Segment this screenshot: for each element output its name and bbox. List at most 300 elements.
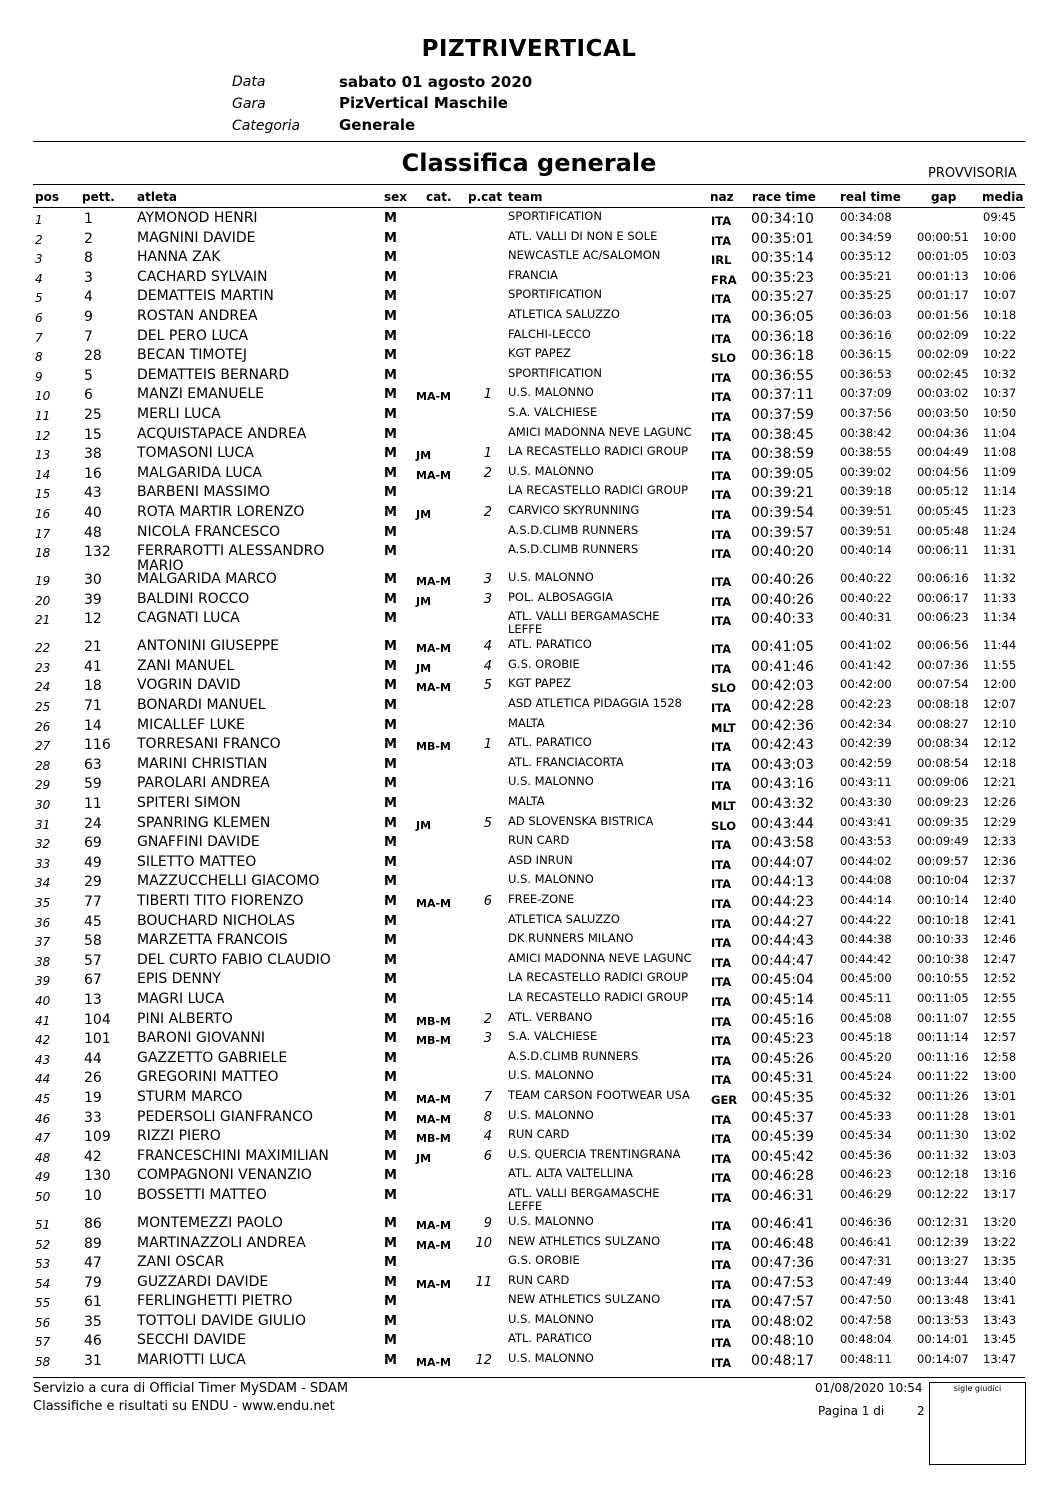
row-real-time: 00:45:32 (840, 1088, 892, 1103)
row-gap: 00:02:09 (917, 347, 969, 362)
row-nationality: ITA (711, 1277, 732, 1292)
row-position: 42 (35, 1033, 51, 1048)
row-position: 55 (35, 1296, 51, 1311)
row-category-position: 3 (483, 1031, 492, 1047)
row-pace: 12:00 (983, 677, 1017, 692)
document-title: PIZTRIVERTICAL (421, 36, 637, 62)
row-nationality: ITA (711, 701, 732, 716)
row-pace: 13:00 (983, 1069, 1017, 1084)
row-nationality: ITA (711, 1151, 732, 1166)
row-team: RUN CARD (508, 1127, 570, 1142)
row-nationality: ITA (711, 1171, 732, 1186)
row-real-time: 00:44:02 (840, 853, 892, 868)
row-position: 49 (35, 1170, 51, 1185)
row-nationality: ITA (711, 1132, 732, 1147)
row-athlete: MANZI EMANUELE (137, 386, 265, 403)
footer-service: Servizio a cura di Official Timer MySDAM - SDAM (33, 1381, 349, 1396)
row-bib: 89 (84, 1235, 102, 1252)
row-gap: 00:03:02 (917, 386, 969, 401)
row-nationality: ITA (711, 916, 732, 931)
row-pace: 13:01 (983, 1108, 1017, 1123)
row-race-time: 00:36:55 (751, 367, 814, 384)
row-real-time: 00:45:20 (840, 1049, 892, 1064)
row-real-time: 00:47:49 (840, 1273, 892, 1288)
row-real-time: 00:44:38 (840, 932, 892, 947)
status-label: PROVVISORIA (928, 166, 1017, 181)
row-gap: 00:11:28 (917, 1108, 969, 1123)
row-sex: M (384, 737, 397, 753)
row-pace: 12:12 (983, 736, 1017, 751)
row-race-time: 00:42:03 (751, 678, 814, 695)
row-gap: 00:07:36 (917, 657, 969, 672)
row-position: 52 (35, 1237, 51, 1252)
row-gap: 00:13:27 (917, 1254, 969, 1269)
row-bib: 28 (84, 348, 102, 365)
row-sex: M (384, 544, 397, 560)
row-team: SPORTIFICATION (508, 209, 602, 223)
row-nationality: ITA (711, 1238, 732, 1253)
row-pace: 10:07 (983, 288, 1017, 303)
footer-datetime: 01/08/2020 10:54 (815, 1381, 923, 1395)
row-athlete: BALDINI ROCCO (137, 590, 250, 607)
row-team: RUN CARD (508, 1272, 570, 1287)
row-position: 22 (35, 641, 51, 656)
row-real-time: 00:39:51 (840, 523, 892, 538)
row-team (508, 1187, 660, 1213)
row-bib: 49 (84, 854, 102, 871)
row-nationality: ITA (711, 575, 732, 590)
row-position: 11 (35, 408, 51, 423)
row-race-time: 00:36:18 (751, 328, 814, 345)
row-pace: 12:29 (983, 814, 1017, 829)
row-team: A.S.D.CLIMB RUNNERS (508, 1048, 639, 1063)
table-row (0, 610, 1058, 638)
row-category: MA-M (416, 1112, 451, 1126)
row-athlete: GUZZARDI DAVIDE (137, 1273, 269, 1290)
row-nationality: ITA (711, 1258, 732, 1273)
row-real-time: 00:48:11 (840, 1352, 892, 1367)
row-nationality: ITA (711, 936, 732, 951)
row-gap: 00:11:16 (917, 1049, 969, 1064)
table-row (0, 677, 1058, 697)
row-athlete (137, 544, 324, 574)
row-athlete: PEDERSOLI GIANFRANCO (137, 1108, 314, 1125)
row-real-time: 00:38:55 (840, 445, 892, 460)
row-real-time: 00:35:25 (840, 288, 892, 303)
row-position: 53 (35, 1257, 51, 1272)
row-position: 19 (35, 574, 51, 589)
row-category-position: 2 (483, 1011, 492, 1027)
row-category-position: 4 (483, 658, 492, 674)
row-sex: M (384, 387, 397, 403)
row-race-time: 00:41:05 (751, 639, 814, 656)
row-real-time: 00:46:36 (840, 1214, 892, 1229)
row-athlete: MARINI CHRISTIAN (137, 755, 268, 772)
row-real-time: 00:46:23 (840, 1167, 892, 1182)
row-real-time: 00:37:56 (840, 405, 892, 420)
row-position: 20 (35, 593, 51, 608)
row-athlete: TORRESANI FRANCO (137, 736, 281, 753)
row-athlete: GREGORINI MATTEO (137, 1069, 279, 1086)
row-position: 14 (35, 467, 51, 482)
table-row (0, 484, 1058, 504)
row-position: 46 (35, 1111, 51, 1126)
row-pace: 13:43 (983, 1312, 1017, 1327)
row-nationality: ITA (711, 1073, 732, 1088)
row-position: 43 (35, 1052, 51, 1067)
row-race-time: 00:35:23 (751, 269, 814, 286)
row-sex: M (384, 1050, 397, 1066)
row-sex: M (384, 1235, 397, 1251)
table-row (0, 1089, 1058, 1109)
row-nationality: GER (711, 1092, 738, 1107)
row-race-time: 00:40:26 (751, 572, 814, 589)
row-athlete: RIZZI PIERO (137, 1128, 221, 1145)
row-athlete: CACHARD SYLVAIN (137, 268, 268, 285)
row-athlete: MALGARIDA LUCA (137, 464, 263, 481)
row-gap: 00:12:22 (917, 1186, 969, 1201)
row-real-time: 00:43:11 (840, 775, 892, 790)
row-real-time: 00:40:22 (840, 590, 892, 605)
row-team: U.S. MALONNO (508, 1068, 594, 1083)
row-bib: 71 (84, 698, 102, 715)
row-gap: 00:08:27 (917, 716, 969, 731)
row-real-time: 00:45:34 (840, 1128, 892, 1143)
row-team-line2: LEFFE (508, 1198, 543, 1213)
table-row (0, 1215, 1058, 1235)
row-sex: M (384, 1313, 397, 1329)
row-sex: M (384, 308, 397, 324)
row-nationality: ITA (711, 994, 732, 1009)
row-nationality: ITA (711, 838, 732, 853)
row-category: MA-M (416, 1356, 451, 1370)
row-bib: 14 (84, 717, 102, 734)
table-row (0, 1235, 1058, 1255)
row-bib: 69 (84, 835, 102, 852)
row-nationality: ITA (711, 877, 732, 892)
row-real-time: 00:36:03 (840, 307, 892, 322)
row-gap: 00:11:26 (917, 1088, 969, 1103)
row-real-time: 00:45:33 (840, 1108, 892, 1123)
row-race-time: 00:44:13 (751, 874, 814, 891)
row-pace: 11:09 (983, 464, 1017, 479)
date-value: sabato 01 agosto 2020 (339, 73, 533, 91)
row-pace: 12:46 (983, 932, 1017, 947)
row-athlete: DEMATTEIS BERNARD (137, 366, 290, 383)
row-nationality: SLO (711, 681, 736, 696)
row-gap: 00:11:30 (917, 1128, 969, 1143)
row-team: S.A. VALCHIESE (508, 404, 598, 419)
row-real-time: 00:44:08 (840, 873, 892, 888)
row-bib: 21 (84, 639, 102, 656)
row-bib: 109 (84, 1129, 111, 1146)
row-position: 25 (35, 700, 51, 715)
row-position: 13 (35, 448, 51, 463)
row-bib: 43 (84, 485, 102, 502)
row-gap: 00:02:09 (917, 327, 969, 342)
table-row (0, 524, 1058, 544)
row-athlete: HANNA ZAK (137, 249, 221, 266)
row-gap: 00:13:48 (917, 1293, 969, 1308)
row-team-line1: ATL. VALLI BERGAMASCHE (508, 1185, 660, 1200)
row-sex: M (384, 446, 397, 462)
row-athlete: FERLINGHETTI PIETRO (137, 1293, 293, 1310)
table-row (0, 367, 1058, 387)
row-team: A.S.D.CLIMB RUNNERS (508, 522, 639, 537)
row-pace: 13:17 (983, 1186, 1017, 1201)
row-real-time: 00:46:29 (840, 1186, 892, 1201)
row-pace: 10:37 (983, 386, 1017, 401)
row-pace: 12:26 (983, 795, 1017, 810)
row-pace: 11:33 (983, 590, 1017, 605)
row-sex: M (384, 465, 397, 481)
row-bib: 8 (84, 250, 93, 267)
row-sex: M (384, 269, 397, 285)
row-gap: 00:09:06 (917, 775, 969, 790)
row-category-position: 11 (475, 1274, 492, 1290)
row-team-line1: ATL. VALLI BERGAMASCHE (508, 609, 660, 624)
row-athlete: ROTA MARTIR LORENZO (137, 503, 305, 520)
row-position: 17 (35, 526, 51, 541)
row-team: LA RECASTELLO RADICI GROUP (508, 970, 689, 985)
row-nationality: ITA (711, 1014, 732, 1029)
row-bib: 25 (84, 406, 102, 423)
row-bib: 44 (84, 1050, 102, 1067)
row-team: DK RUNNERS MILANO (508, 931, 634, 946)
row-position: 31 (35, 817, 51, 832)
row-real-time: 00:37:09 (840, 386, 892, 401)
table-row (0, 1187, 1058, 1215)
row-team: U.S. MALONNO (508, 570, 594, 585)
row-nationality: ITA (711, 779, 732, 794)
row-nationality: ITA (711, 1297, 732, 1312)
row-bib: 19 (84, 1089, 102, 1106)
row-category-position: 1 (483, 387, 492, 403)
row-position: 41 (35, 1013, 51, 1028)
row-gap: 00:06:17 (917, 590, 969, 605)
table-row (0, 971, 1058, 991)
row-bib: 5 (84, 367, 93, 384)
row-nationality: ITA (711, 857, 732, 872)
row-sex: M (384, 678, 397, 694)
row-category: MB-M (416, 740, 451, 754)
row-race-time: 00:41:46 (751, 658, 814, 675)
row-category-position: 1 (483, 737, 492, 753)
row-pace: 13:16 (983, 1167, 1017, 1182)
row-bib: 48 (84, 524, 102, 541)
row-category: MA-M (416, 390, 451, 404)
row-race-time: 00:46:31 (751, 1187, 814, 1204)
row-sex: M (384, 1274, 397, 1290)
row-pace: 12:33 (983, 834, 1017, 849)
table-row (0, 1109, 1058, 1129)
row-race-time: 00:47:53 (751, 1274, 814, 1291)
row-bib: 29 (84, 874, 102, 891)
row-gap: 00:06:16 (917, 571, 969, 586)
row-athlete: MAGRI LUCA (137, 990, 225, 1007)
row-gap: 00:01:56 (917, 307, 969, 322)
row-race-time: 00:42:43 (751, 737, 814, 754)
row-nationality: ITA (711, 370, 732, 385)
row-gap: 00:07:54 (917, 677, 969, 692)
table-row (0, 288, 1058, 308)
row-bib: 86 (84, 1215, 102, 1232)
table-row (0, 638, 1058, 658)
table-top-rule (33, 184, 1025, 185)
row-position: 15 (35, 487, 51, 502)
row-race-time: 00:37:59 (751, 406, 814, 423)
table-row (0, 1069, 1058, 1089)
row-real-time: 00:44:14 (840, 893, 892, 907)
row-gap: 00:11:05 (917, 990, 969, 1005)
race-label: Gara (232, 96, 266, 112)
row-athlete: MARZETTA FRANCOIS (137, 932, 288, 949)
row-sex: M (384, 658, 397, 674)
row-gap: 00:09:57 (917, 853, 969, 868)
table-row (0, 1274, 1058, 1294)
row-real-time: 00:40:31 (840, 610, 892, 625)
row-race-time: 00:43:32 (751, 796, 814, 813)
row-gap: 00:11:22 (917, 1069, 969, 1084)
row-pace: 12:37 (983, 873, 1017, 888)
row-bib: 7 (84, 328, 93, 345)
table-row (0, 542, 1058, 575)
row-real-time: 00:46:41 (840, 1234, 892, 1249)
row-pace: 13:02 (983, 1128, 1017, 1143)
col-header-media: media (982, 190, 1024, 204)
row-race-time: 00:35:01 (751, 230, 814, 247)
row-category-position: 4 (483, 639, 492, 655)
row-position: 47 (35, 1131, 51, 1146)
row-category-position: 1 (483, 446, 492, 462)
row-pace: 12:41 (983, 912, 1017, 927)
table-row (0, 1167, 1058, 1187)
row-athlete: ANTONINI GIUSEPPE (137, 638, 279, 655)
row-gap: 00:02:45 (917, 366, 969, 381)
row-team: FALCHI-LECCO (508, 326, 591, 341)
row-athlete: ACQUISTAPACE ANDREA (137, 425, 307, 442)
row-team: FRANCIA (508, 267, 558, 282)
row-position: 44 (35, 1072, 51, 1087)
row-race-time: 00:37:11 (751, 387, 814, 404)
row-athlete: BARONI GIOVANNI (137, 1030, 266, 1047)
row-real-time: 00:43:41 (840, 814, 892, 829)
row-nationality: ITA (711, 642, 732, 657)
row-athlete: DEL CURTO FABIO CLAUDIO (137, 951, 331, 968)
row-position: 1 (35, 213, 43, 227)
row-gap: 00:10:33 (917, 932, 969, 947)
row-category: JM (416, 449, 432, 463)
row-race-time: 00:40:20 (751, 544, 814, 561)
row-team: SPORTIFICATION (508, 287, 602, 302)
table-row (0, 913, 1058, 933)
row-position: 51 (35, 1217, 51, 1232)
row-position: 24 (35, 680, 51, 695)
row-sex: M (384, 1353, 397, 1369)
row-category-position: 3 (483, 572, 492, 588)
row-gap: 00:04:56 (917, 464, 969, 479)
table-row (0, 210, 1058, 230)
col-header-pos: pos (35, 190, 59, 204)
row-category-position: 3 (483, 591, 492, 607)
row-real-time: 00:43:30 (840, 795, 892, 810)
row-bib: 1 (84, 211, 93, 227)
row-real-time: 00:43:53 (840, 834, 892, 849)
row-gap: 00:10:14 (917, 893, 969, 907)
row-pace: 10:22 (983, 327, 1017, 342)
row-nationality: ITA (711, 449, 732, 464)
row-real-time: 00:34:59 (840, 229, 892, 244)
row-team: MALTA (508, 794, 545, 809)
row-real-time: 00:42:00 (840, 677, 892, 692)
row-team: S.A. VALCHIESE (508, 1029, 598, 1044)
row-pace: 11:08 (983, 445, 1017, 460)
row-category: JM (416, 594, 432, 608)
row-bib: 12 (84, 611, 102, 628)
row-sex: M (384, 250, 397, 266)
judges-label: sigle giudici (953, 1384, 1002, 1393)
row-real-time: 00:39:51 (840, 503, 892, 518)
row-nationality: ITA (711, 390, 732, 405)
row-nationality: ITA (711, 759, 732, 774)
row-gap: 00:12:18 (917, 1167, 969, 1182)
row-nationality: ITA (711, 1190, 732, 1205)
row-gap: 00:14:07 (917, 1352, 969, 1367)
row-pace: 11:24 (983, 523, 1017, 538)
row-race-time: 00:44:07 (751, 854, 814, 871)
row-bib: 24 (84, 815, 102, 832)
row-real-time: 00:36:16 (840, 327, 892, 342)
row-race-time: 00:39:05 (751, 465, 814, 482)
row-bib: 41 (84, 658, 102, 675)
row-nationality: ITA (711, 233, 732, 248)
row-position: 30 (35, 798, 51, 813)
row-pace: 12:58 (983, 1049, 1017, 1064)
row-category-position: 2 (483, 465, 492, 481)
col-header-race: race time (752, 190, 816, 204)
row-bib: 77 (84, 894, 102, 910)
table-row (0, 815, 1058, 835)
row-position: 39 (35, 974, 51, 989)
row-race-time: 00:45:35 (751, 1089, 814, 1106)
row-race-time: 00:43:16 (751, 776, 814, 793)
row-real-time: 00:47:50 (840, 1293, 892, 1308)
row-athlete: DEMATTEIS MARTIN (137, 288, 274, 305)
row-nationality: ITA (711, 594, 732, 609)
row-athlete-line1: FERRAROTTI ALESSANDRO (137, 543, 325, 560)
row-gap: 00:11:14 (917, 1030, 969, 1045)
row-sex: M (384, 952, 397, 968)
row-nationality: ITA (711, 409, 732, 424)
row-sex: M (384, 406, 397, 422)
row-bib: 58 (84, 933, 102, 950)
row-pace: 13:22 (983, 1234, 1017, 1249)
row-sex: M (384, 972, 397, 988)
row-nationality: SLO (711, 818, 736, 833)
row-team: AD SLOVENSKA BISTRICA (508, 813, 654, 828)
row-bib: 132 (84, 544, 111, 561)
row-position: 54 (35, 1276, 51, 1291)
row-race-time: 00:45:23 (751, 1031, 814, 1048)
row-athlete: SECCHI DAVIDE (137, 1332, 246, 1349)
row-position: 16 (35, 506, 51, 521)
row-athlete: MALGARIDA MARCO (137, 571, 277, 588)
table-row (0, 1128, 1058, 1148)
row-team: U.S. MALONNO (508, 1351, 594, 1366)
row-position: 3 (35, 252, 43, 267)
row-team: ASD INRUN (508, 852, 573, 867)
row-team: NEW ATHLETICS SULZANO (508, 1233, 661, 1248)
